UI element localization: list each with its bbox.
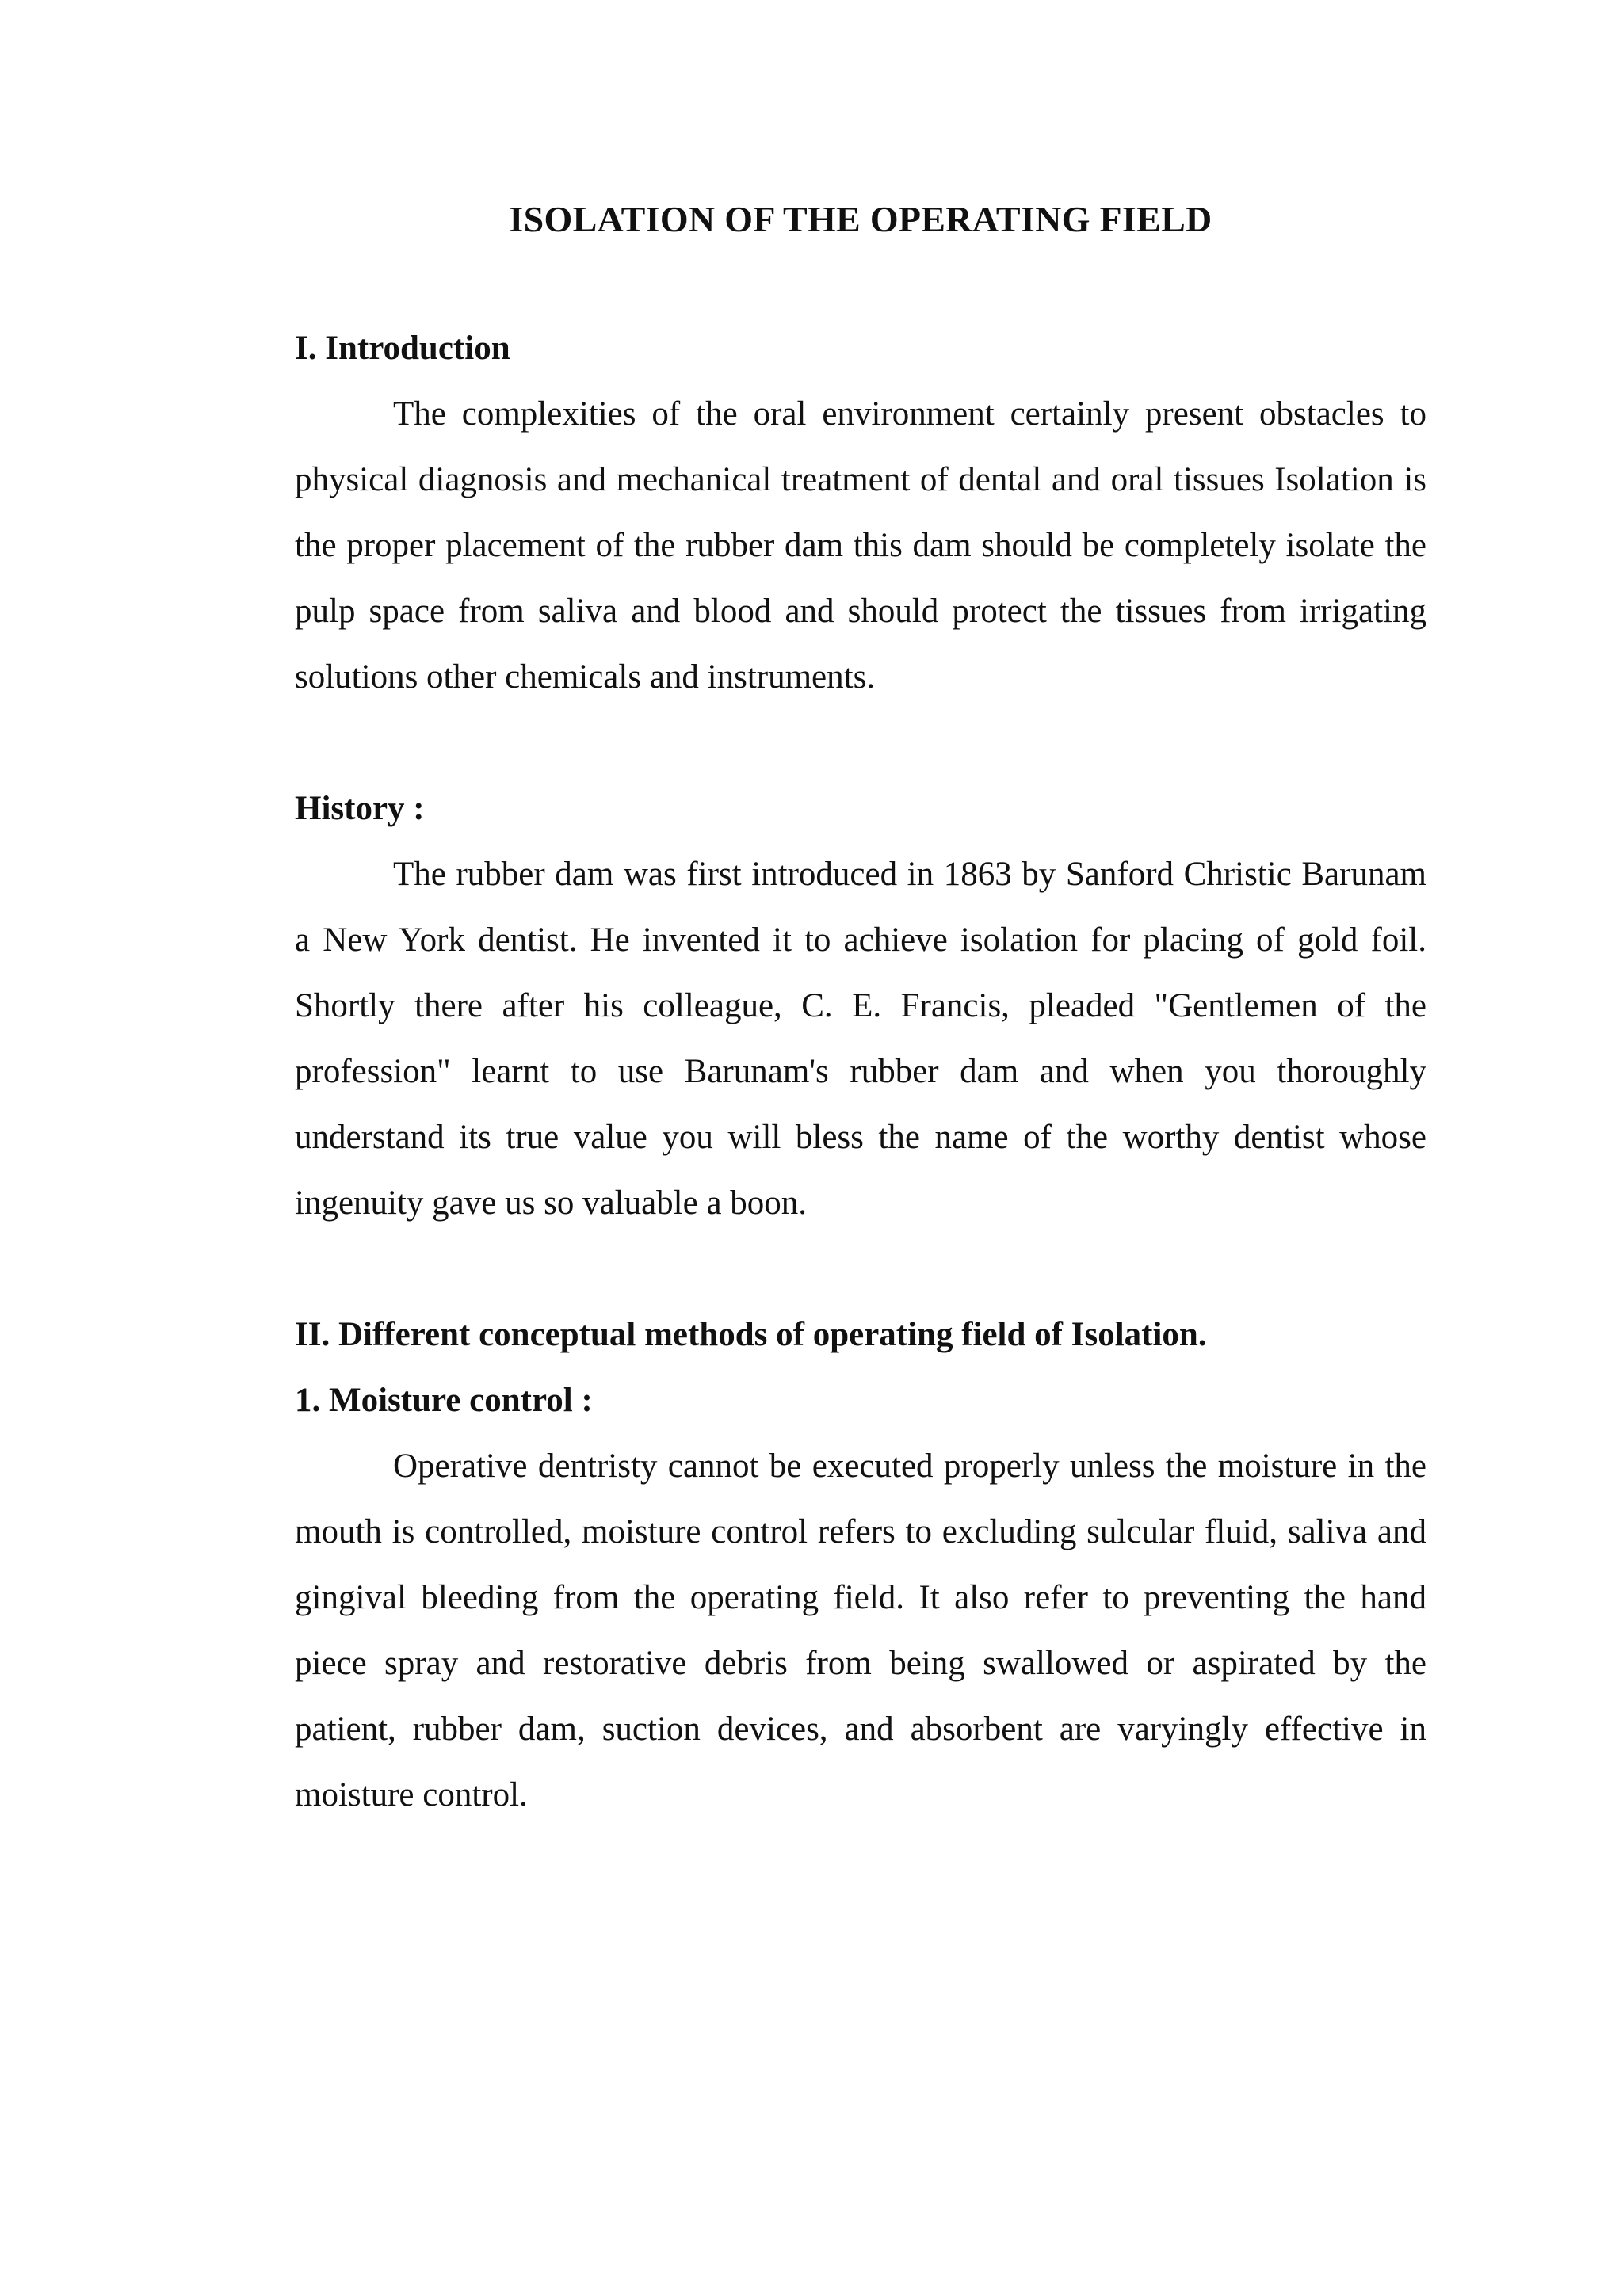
moisture-control-paragraph: Operative dentristy cannot be executed properly unless the moisture in the mouth is controlled, moisture control refers to excluding sulcular fluid, saliva and gingival bleeding from the operating field. It also refer to preventing the hand piece spray and restorative debris from being swallowed or aspirated by the patient, rubber dam, suction devices, and absorbent are varyingly effective in moisture control.: [295, 1447, 1426, 1814]
history-heading: History :: [295, 790, 425, 827]
document-body: [295, 190, 1426, 1828]
section-spacer: [295, 1236, 1426, 1302]
methods-heading: II. Different conceptual methods of operating field of Isolation.: [295, 1316, 1207, 1353]
introduction-paragraph: The complexities of the oral environment certainly present obstacles to physical diagnosis and mechanical treatment of dental and oral tissues Isolation is the proper placement of the rubber dam this dam should be completely isolate the pulp space from saliva and blood and should protect the tissues from irrigating solutions other chemicals and instruments.: [295, 395, 1426, 696]
title-spacer: [295, 249, 1426, 315]
section-spacer: [295, 710, 1426, 776]
moisture-control-heading: 1. Moisture control :: [295, 1382, 593, 1419]
introduction-heading: I. Introduction: [295, 330, 510, 367]
history-paragraph: The rubber dam was first introduced in 1863 by Sanford Christic Barunam a New York dentist. He invented it to achieve isolation for placing of gold foil. Shortly there after his colleague, C. E. Francis, pleaded "Gentlemen of the profession" learnt to use Barunam's rubber dam and when you thoroughly understand its true value you will bless the name of the worthy dentist whose ingenuity gave us so valuable a boon.: [295, 856, 1426, 1222]
document-title: ISOLATION OF THE OPERATING FIELD: [509, 199, 1212, 239]
